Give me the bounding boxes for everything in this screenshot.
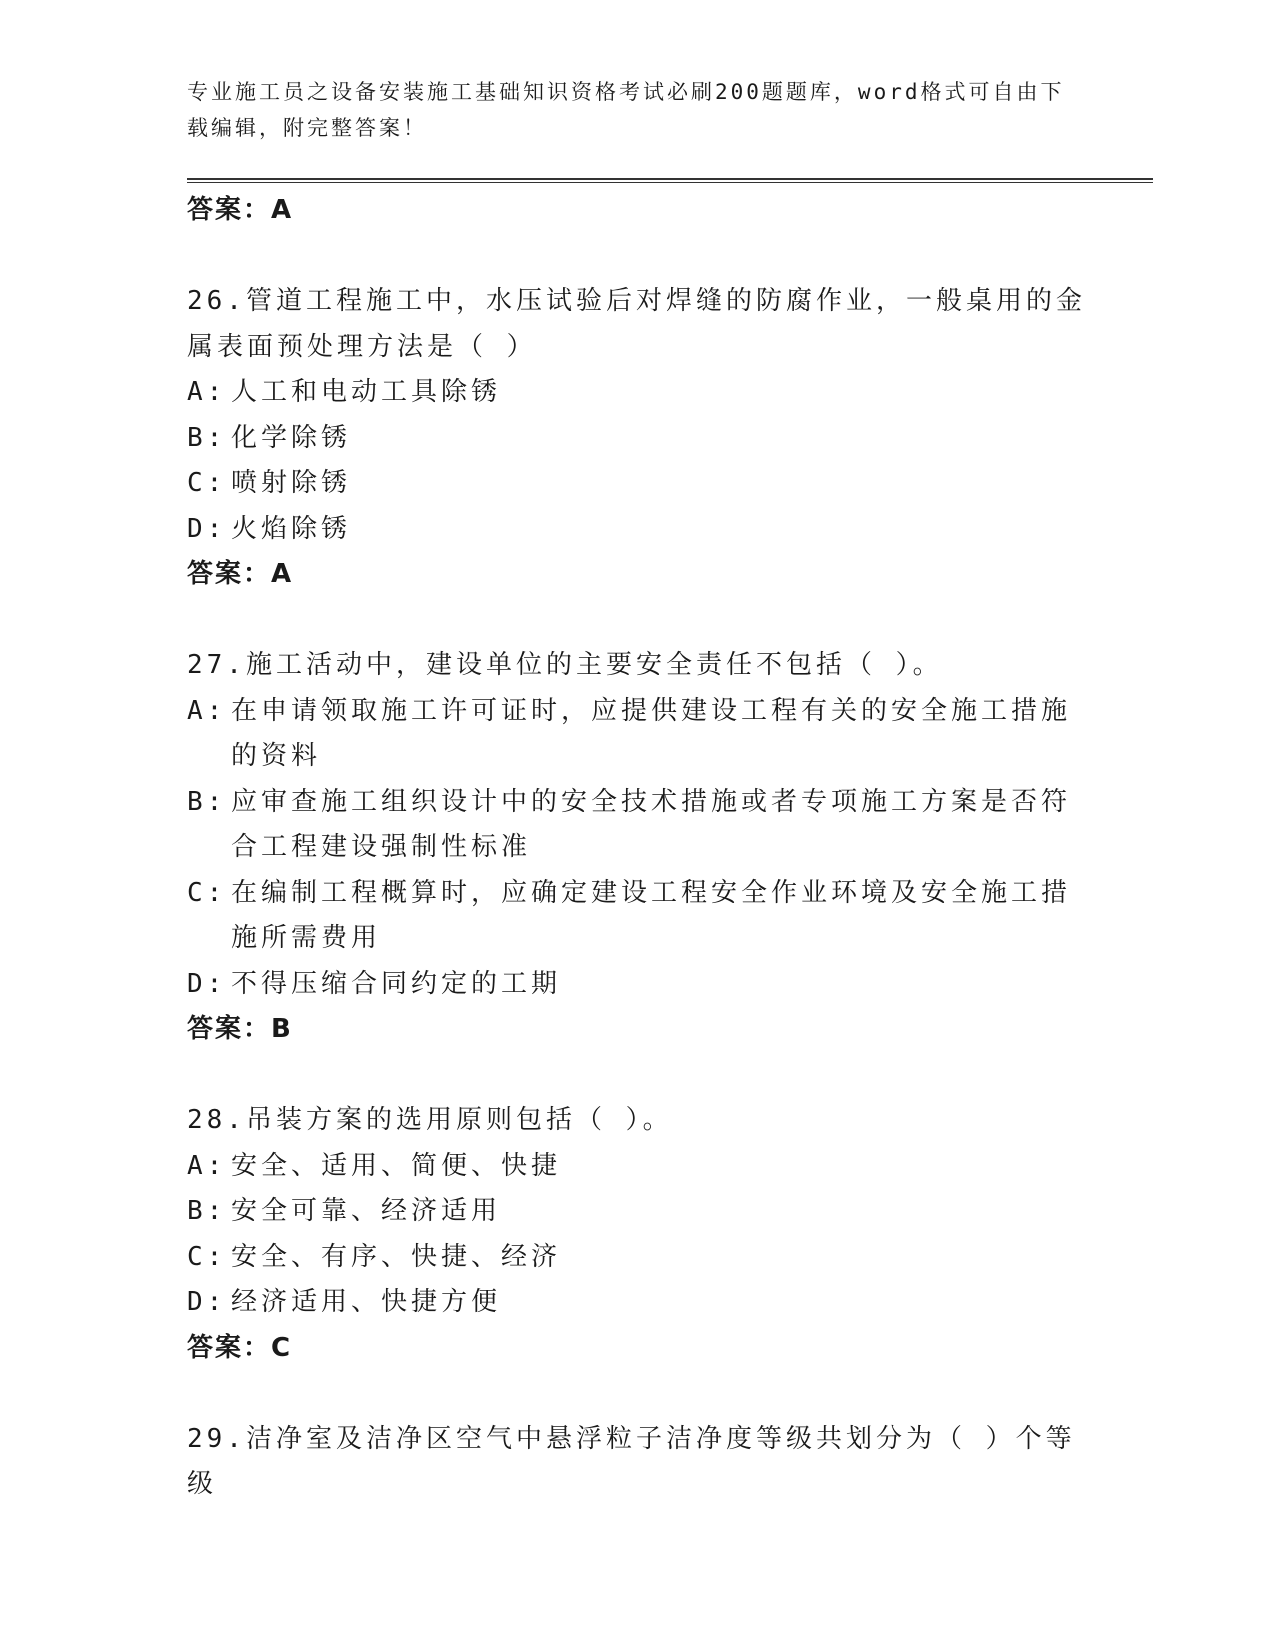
option-c xyxy=(187,871,1087,962)
option-b xyxy=(187,416,1087,462)
option-text: 在申请领取施工许可证时，应提供建设工程有关的安全施工措施的资料 xyxy=(231,695,1072,771)
answer-line: 答案：B xyxy=(187,1014,293,1044)
header-divider xyxy=(187,178,1153,183)
spacer xyxy=(187,234,1087,280)
option-letter: C: xyxy=(187,877,227,908)
option-a xyxy=(187,370,1087,416)
answer-line: 答案：C xyxy=(187,1332,293,1363)
question-block xyxy=(187,279,1087,598)
option-text: 人工和电动工具除锈 xyxy=(231,377,502,407)
option-text: 化学除锈 xyxy=(231,422,352,453)
option-letter: D: xyxy=(187,513,227,544)
spacer xyxy=(187,1053,1087,1099)
option-d xyxy=(187,1280,1087,1326)
answer-line: 答案：A xyxy=(187,559,294,589)
option-text: 经济适用、快捷方便 xyxy=(231,1287,502,1317)
option-letter: B: xyxy=(187,1196,227,1226)
option-letter: C: xyxy=(187,468,227,498)
question-stem: 29.洁净室及洁净区空气中悬浮粒子洁净度等级共划分为（ ）个等级 xyxy=(187,1423,1076,1499)
question-stem: 28.吊装方案的选用原则包括（ ）。 xyxy=(187,1105,673,1135)
question-block xyxy=(187,1098,1087,1371)
option-text: 安全、适用、简便、快捷 xyxy=(231,1150,562,1181)
spacer xyxy=(187,598,1087,644)
option-c xyxy=(187,1235,1087,1281)
option-letter: D: xyxy=(187,968,227,999)
option-letter: A: xyxy=(187,377,227,407)
option-b xyxy=(187,780,1087,871)
option-text: 安全、有序、快捷、经济 xyxy=(231,1241,562,1272)
option-text: 应审查施工组织设计中的安全技术措施或者专项施工方案是否符合工程建设强制性标准 xyxy=(231,786,1072,862)
option-text: 喷射除锈 xyxy=(231,468,352,498)
question-block xyxy=(187,643,1087,1053)
option-a xyxy=(187,689,1087,780)
question-stem: 27.施工活动中，建设单位的主要安全责任不包括（ ）。 xyxy=(187,650,943,680)
option-text: 安全可靠、经济适用 xyxy=(231,1196,502,1226)
option-letter: D: xyxy=(187,1287,227,1317)
question-content xyxy=(187,188,1087,1508)
option-c xyxy=(187,461,1087,507)
option-letter: B: xyxy=(187,422,227,453)
option-letter: A: xyxy=(187,1150,227,1181)
option-letter: B: xyxy=(187,786,227,817)
option-text: 不得压缩合同约定的工期 xyxy=(231,968,562,999)
option-d xyxy=(187,507,1087,553)
document-header: 专业施工员之设备安装施工基础知识资格考试必刷200题题库，word格式可自由下载编辑，附完整答案！ xyxy=(187,80,1065,140)
question-stem: 26.管道工程施工中，水压试验后对焊缝的防腐作业，一般桌用的金属表面预处理方法是（ ） xyxy=(187,286,1086,362)
option-text: 在编制工程概算时，应确定建设工程安全作业环境及安全施工措施所需费用 xyxy=(231,877,1072,953)
option-letter: C: xyxy=(187,1241,227,1272)
question-block xyxy=(187,1417,1087,1508)
option-d xyxy=(187,962,1087,1008)
spacer xyxy=(187,1371,1087,1417)
option-a xyxy=(187,1144,1087,1190)
answer-line: 答案：A xyxy=(187,195,294,225)
option-text: 火焰除锈 xyxy=(231,513,352,544)
option-b xyxy=(187,1189,1087,1235)
option-letter: A: xyxy=(187,695,227,726)
